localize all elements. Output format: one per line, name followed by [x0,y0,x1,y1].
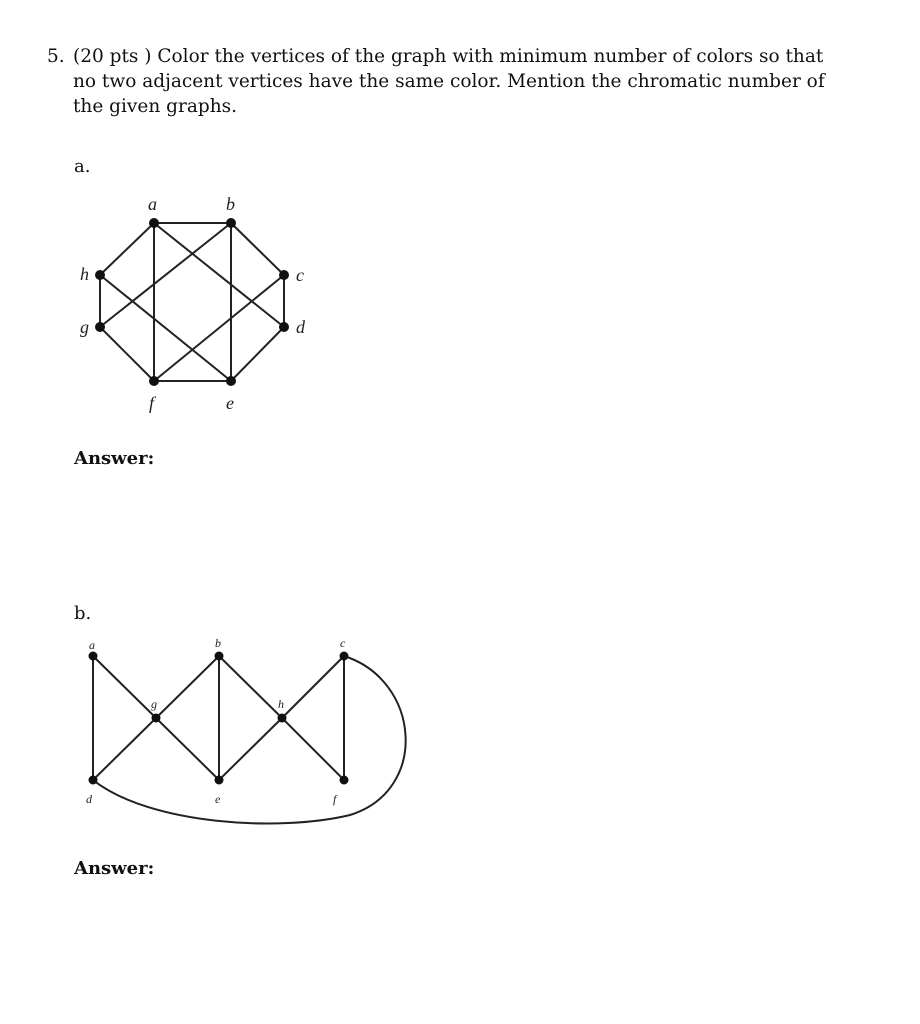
graph-b [89,652,406,824]
graph-b-label-f: f [333,792,337,806]
graph-b-vertex-e [215,776,224,785]
part-b-answer-label: Answer: [74,858,155,879]
graph-a-vertex-e [226,376,236,386]
graph-b-label-d: d [86,792,92,806]
graph-b-edge-h-e [219,718,282,780]
graph-b-vertex-h [278,714,287,723]
graph-b-edge-g-e [156,718,219,780]
graph-b-label-h: h [278,697,284,711]
graph-a-vertex-g [95,322,105,332]
graph-a-label-a: a [148,194,157,214]
graph-a-edge-d-e [231,327,284,381]
graph-b-edge-c-d [93,656,406,823]
part-a-label: a. [74,156,91,177]
graph-b-vertex-c [340,652,349,661]
graph-a [95,218,289,386]
graph-b-edge-h-f [282,718,344,780]
graph-b-edge-g-d [93,718,156,780]
graph-b-edge-g-b [156,656,219,718]
graph-a-edge-b-g [100,223,231,327]
question-number: 5. [47,46,65,67]
graph-b-label-e: e [215,792,221,806]
graph-b-edge-b-h [219,656,282,718]
graph-a-label-d: d [296,317,305,337]
graph-a-label-g: g [80,317,89,337]
graph-a-vertex-h [95,270,105,280]
graph-b-label-c: c [340,636,346,650]
graph-a-edge-f-g [100,327,154,381]
graph-b-edge-a-g [93,656,156,718]
part-a-answer-label: Answer: [74,448,155,469]
graph-a-vertex-d [279,322,289,332]
graph-b-vertex-g [152,714,161,723]
graph-a-vertex-b [226,218,236,228]
graph-b-vertex-d [89,776,98,785]
graph-a-edge-h-a [100,223,154,275]
graph-a-label-b: b [226,194,235,214]
graph-a-edge-b-c [231,223,284,275]
graph-a-label-h: h [80,264,89,284]
graph-b-label-g: g [151,697,157,711]
graph-a-label-f: f [149,393,155,413]
part-b-label: b. [74,603,92,624]
graph-a-edge-c-f [154,275,284,381]
graph-a-edge-a-d [154,223,284,327]
graph-a-vertex-a [149,218,159,228]
graph-a-edge-h-e [100,275,231,381]
graph-b-vertex-a [89,652,98,661]
graph-b-label-a: a [89,638,95,652]
graph-a-label-c: c [296,265,304,285]
graph-a-vertex-f [149,376,159,386]
graph-b-label-b: b [215,636,221,650]
graph-b-vertex-f [340,776,349,785]
question-text: (20 pts ) Color the vertices of the graph with minimum number of colors so that no two adjacent vertices have the same color. Mention the chromatic number of the given graphs. [73,46,825,117]
graph-b-edge-h-c [282,656,344,718]
graph-b-vertex-b [215,652,224,661]
graph-a-vertex-c [279,270,289,280]
graph-a-label-e: e [226,393,234,413]
